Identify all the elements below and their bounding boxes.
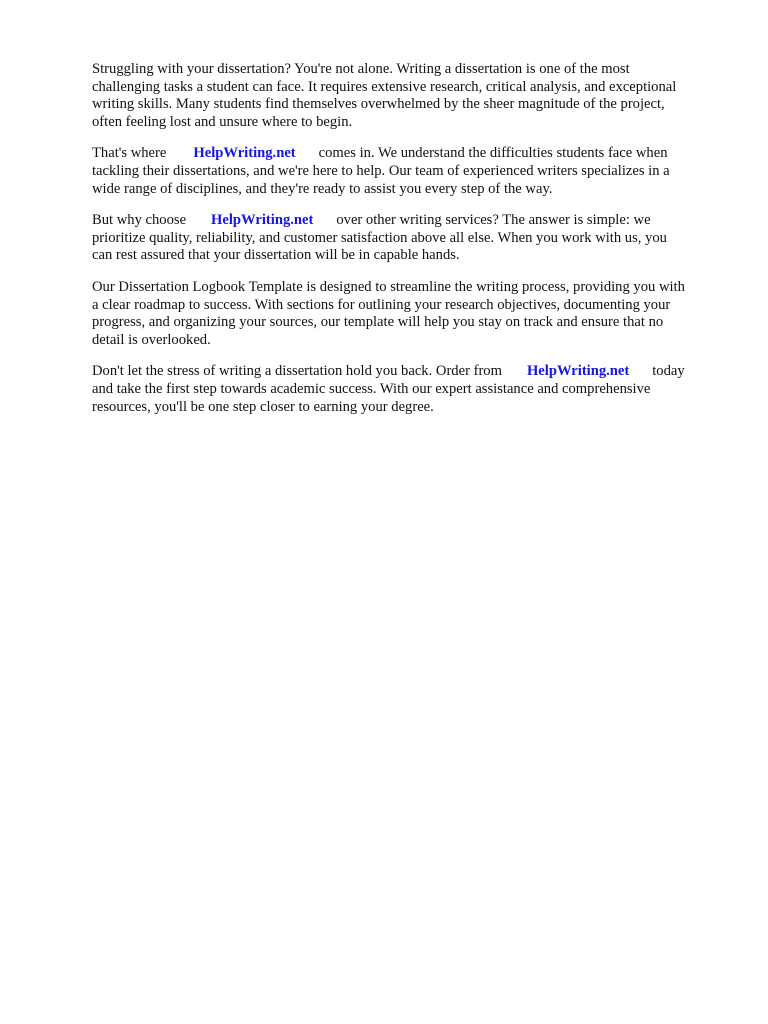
text-fragment: over other writing services? The answer is simple: we: [336, 212, 651, 229]
text-line-with-link: [92, 145, 724, 163]
text-line: Our Dissertation Logbook Template is designed to streamline the writing process, providing you with: [92, 278, 685, 295]
paragraph-that-is-where: [92, 145, 724, 198]
text-line: wide range of disciplines, and they're ready to assist you every step of the way.: [92, 180, 553, 197]
text-line: resources, you'll be one step closer to earning your degree.: [92, 398, 434, 415]
helpwriting-link[interactable]: HelpWriting.net: [211, 212, 314, 229]
paragraph-logbook-template: [92, 279, 724, 349]
text-fragment: But why choose: [92, 212, 187, 229]
helpwriting-link[interactable]: HelpWriting.net: [526, 363, 630, 380]
text-line-with-link: [92, 212, 724, 230]
text-line: tackling their dissertations, and we're here to help. Our team of experienced writers specializes in a: [92, 162, 670, 179]
text-line: can rest assured that your dissertation will be in capable hands.: [92, 247, 460, 264]
paragraph-call-to-action: [92, 363, 724, 416]
text-line-with-link: [92, 363, 724, 381]
text-line: a clear roadmap to success. With sections for outlining your research objectives, documenting your: [92, 296, 671, 313]
text-line: often feeling lost and unsure where to begin.: [92, 113, 353, 130]
document-body: [92, 61, 724, 430]
text-line: prioritize quality, reliability, and customer satisfaction above all else. When you work with us, you: [92, 229, 667, 246]
text-line: detail is overlooked.: [92, 331, 211, 348]
text-fragment: today: [652, 363, 685, 380]
text-fragment: That's where: [92, 145, 167, 162]
helpwriting-link[interactable]: HelpWriting.net: [193, 145, 296, 162]
text-line: writing skills. Many students find themselves overwhelmed by the sheer magnitude of the project,: [92, 96, 665, 113]
text-line: Struggling with your dissertation? You're not alone. Writing a dissertation is one of the most: [92, 61, 630, 77]
paragraph-intro: [92, 61, 724, 131]
text-line: and take the first step towards academic success. With our expert assistance and comprehensive: [92, 380, 651, 397]
text-line: progress, and organizing your sources, our template will help you stay on track and ensure that no: [92, 314, 664, 331]
paragraph-why-choose: [92, 212, 724, 265]
text-fragment: Don't let the stress of writing a dissertation hold you back. Order from: [92, 363, 502, 380]
text-fragment: comes in. We understand the difficulties students face when: [318, 145, 668, 162]
text-line: challenging tasks a student can face. It requires extensive research, critical analysis, and exceptional: [92, 78, 677, 95]
